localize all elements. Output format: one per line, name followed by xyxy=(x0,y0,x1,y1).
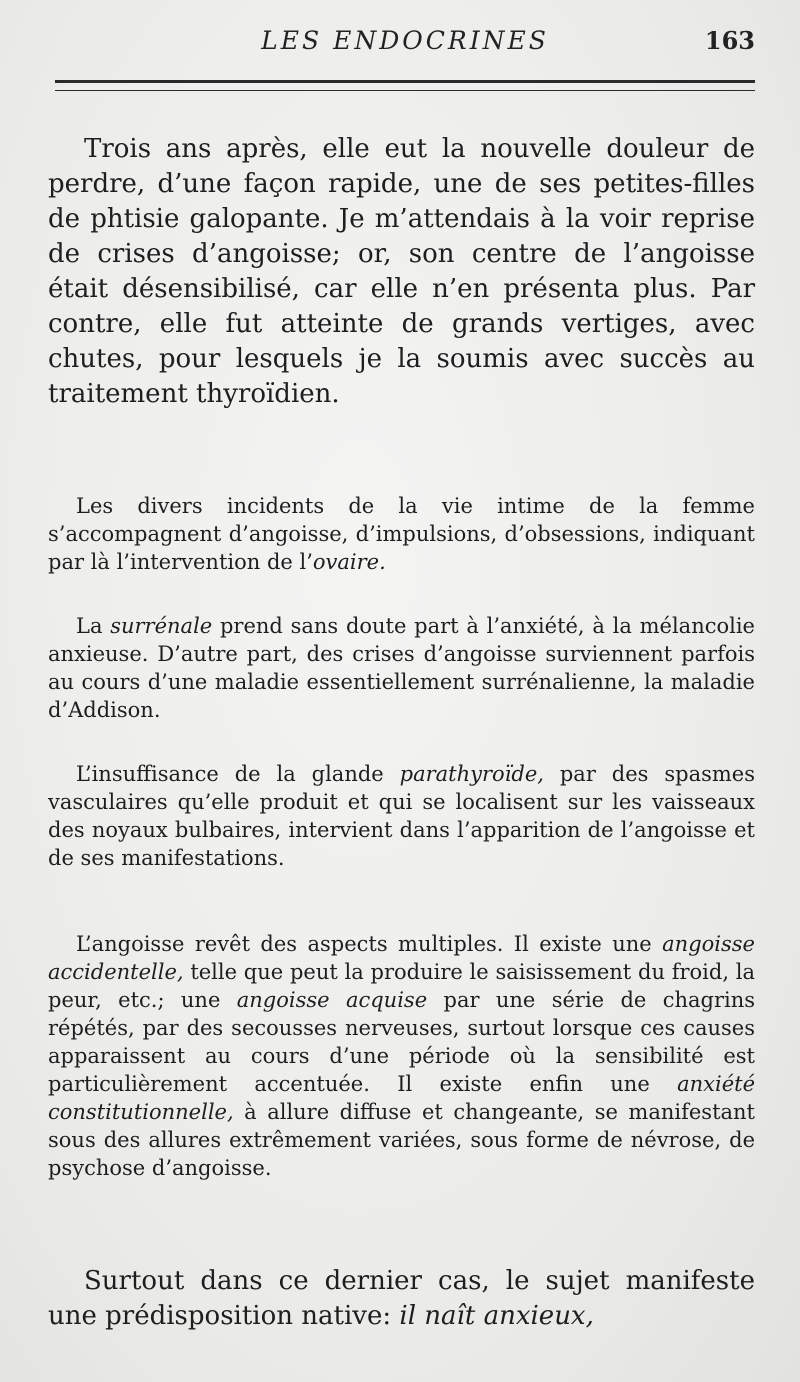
paragraph-text: Les divers incidents de la vie intime de la femme s’accompagnent d’angoisse, d’impulsions, d’obsessions, indiquant par là l’intervention de l’ xyxy=(48,494,755,574)
paragraph-2 xyxy=(48,492,755,576)
paragraph-text: Surtout dans ce dernier cas, le sujet manifeste une prédisposition native: xyxy=(48,1266,755,1331)
italic-term: ovaire. xyxy=(312,550,386,574)
paragraph-1 xyxy=(48,132,755,412)
paragraph-text: par une série de chagrins répétés, par des secousses nerveuses, surtout lorsque ces causes apparaissent au cours d’une période où la sensibilité est particulièrement accentuée. Il existe enfin une xyxy=(48,988,756,1096)
italic-term: angoisse accidentelle, xyxy=(48,932,755,984)
paragraph-5 xyxy=(48,930,755,1182)
paragraph-3 xyxy=(48,612,755,724)
header-rule-thick xyxy=(55,80,755,83)
italic-term: parathyroïde, xyxy=(399,762,544,786)
running-title: LES ENDOCRINES xyxy=(261,26,549,55)
paragraph-6 xyxy=(48,1264,755,1334)
paragraph-text: par des spasmes vasculaires qu’elle produit et qui se localisent sur les vaisseaux des noyaux bulbaires, intervient dans l’apparition de l’angoisse et de ses manifestations. xyxy=(48,762,755,870)
paragraph-text: prend sans doute part à l’anxiété, à la mélancolie anxieuse. D’autre part, des crises d’angoisse surviennent parfois au cours d’une maladie essentiellement surrénalienne, la maladie d’Addison. xyxy=(48,614,755,722)
paragraph-text: L’angoisse revêt des aspects multiples. Il existe une xyxy=(76,932,663,956)
page-header xyxy=(55,26,755,66)
paragraph-text: Trois ans après, elle eut la nouvelle douleur de perdre, d’une façon rapide, une de ses petites-filles de phtisie galopante. Je m’attendais à la voir reprise de crises d’angoisse; or, son centre de l’angoisse était désensibilisé, car elle n’en présenta plus. Par contre, elle fut atteinte de grands vertiges, avec chutes, pour lesquels je la soumis avec succès au traitement thyroïdien. xyxy=(48,134,755,409)
paragraph-text: à allure diffuse et changeante, se manifestant sous des allures extrêmement variées, sous forme de névrose, de psychose d’angoisse. xyxy=(48,1100,755,1180)
header-rule-thin xyxy=(55,90,755,91)
paragraph-text: La xyxy=(76,614,111,638)
paragraph-text: telle que peut la produire le saisissement du froid, la peur, etc.; une xyxy=(48,960,755,1012)
italic-term: angoisse acquise xyxy=(236,988,428,1012)
paragraph-4 xyxy=(48,760,755,872)
italic-term: anxiété constitutionnelle, xyxy=(48,1072,755,1124)
italic-term: surrénale xyxy=(110,614,213,638)
paragraph-text: L’insuffisance de la glande xyxy=(76,762,400,786)
italic-term: il naît anxieux, xyxy=(399,1301,594,1331)
page-number: 163 xyxy=(704,26,755,55)
